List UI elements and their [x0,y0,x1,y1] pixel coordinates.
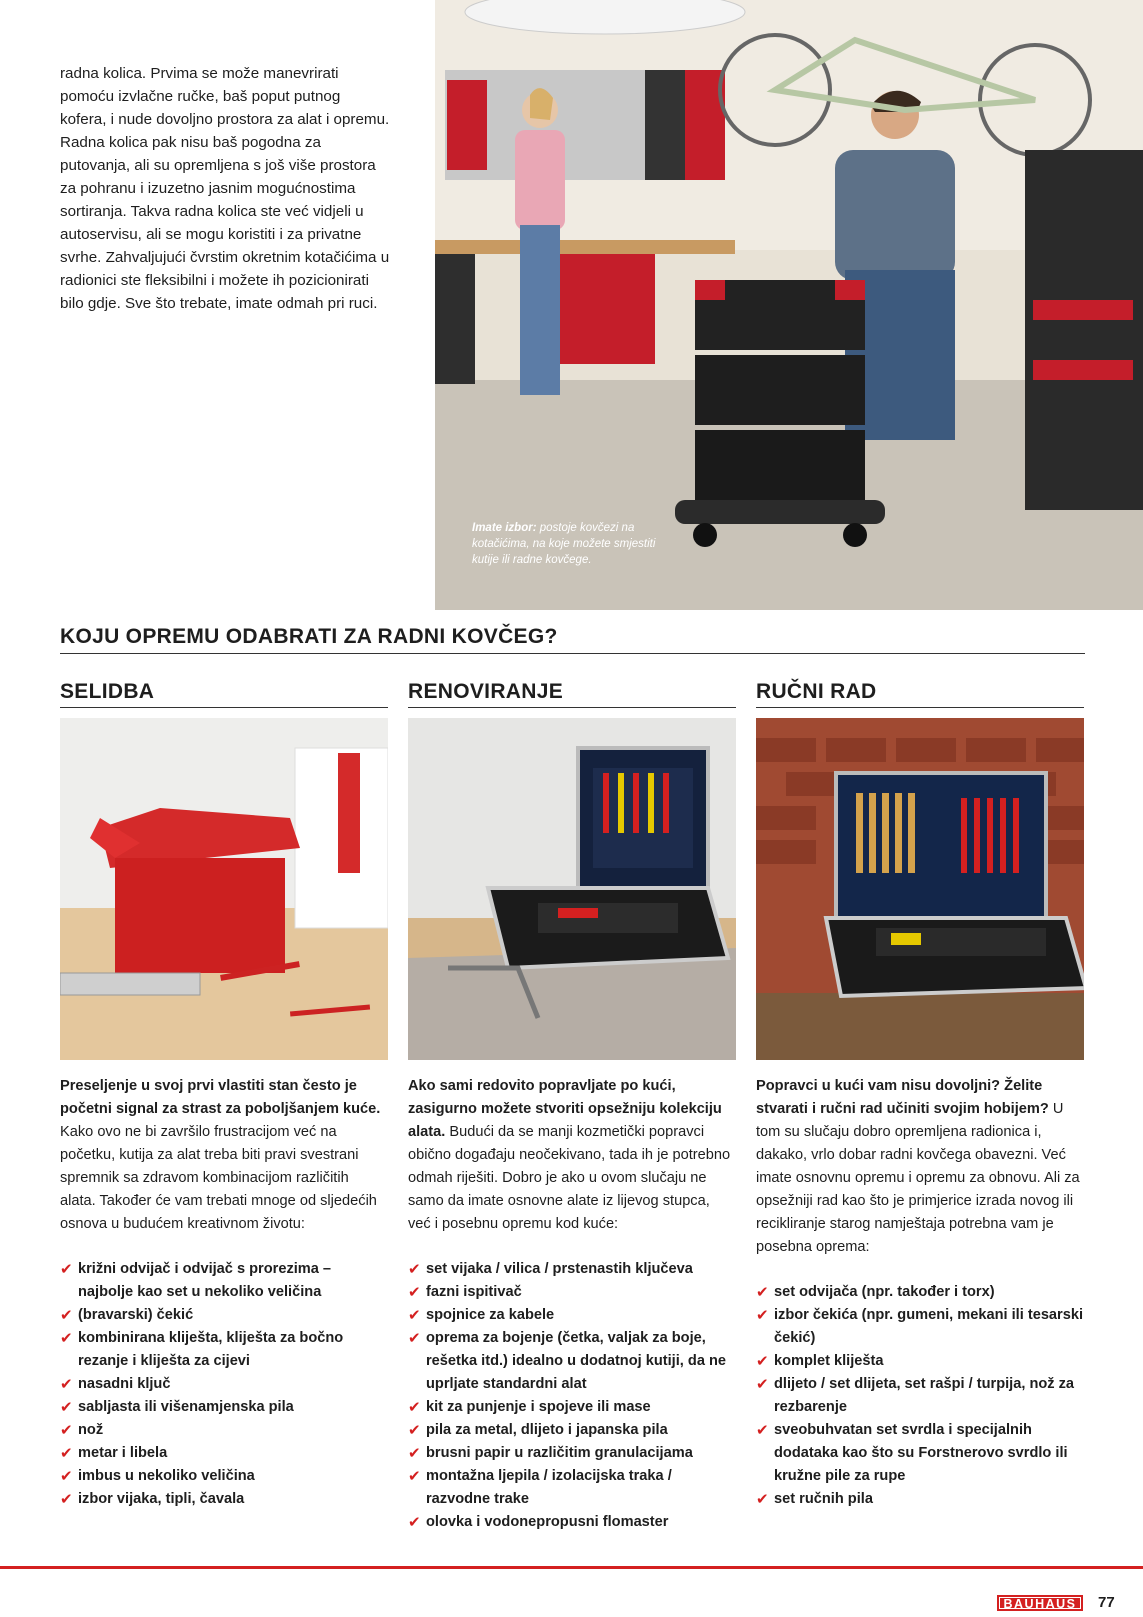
list-item: ✔ nož [60,1419,388,1442]
section-title: KOJU OPREMU ODABRATI ZA RADNI KOVČEG? [60,625,1085,654]
tool-case-photo [408,718,736,1060]
intro-paragraph: radna kolica. Prvima se može manevrirati pomoću izvlačne ručke, baš poput putnog kofera, i nude dovoljno prostora za alat i opremu. Radna kolica pak nisu baš pogodna za putovanja, ali su opremljena s još više prostora za pohranu i izuzetno jasnim mogućnostima sortiranja. Takva radna kolica ste već vidjeli u autoservisu, ali se mogu koristiti i za privatne svrhe. Zahvaljujući čvrstim okretnim kotačićima u radionici ste fleksibilni i možete ih pozicionirati bilo gdje. Sve što trebate, imate odmah pri ruci. [60,65,390,312]
checklist [756,1281,1084,1511]
column-text [408,1075,736,1236]
column-text [60,1075,388,1236]
column-text-body: U tom su slučaju dobro opremljena radionica i, dakako, vrlo dobar radni kovčega obavezni. Već imate osnovnu opremu i opremu za obnovu. Ali za opsežniji rad kao što je primjerice izrada novog ili recikliranje starog namještaja potrebna vam je posebna oprema: [756,1101,1080,1255]
list-item: ✔ križni odvijač i odvijač s prorezima – najbolje kao set u nekoliko veličina [60,1258,388,1304]
craft-tool-case-photo [756,718,1084,1060]
column-heading: SELIDBA [60,680,388,708]
column-heading: RENOVIRANJE [408,680,736,708]
list-item: ✔ sveobuhvatan set svrdla i specijalnih dodataka kao što su Forstnerovo svrdlo ili kružne pile za rupe [756,1419,1084,1488]
list-item: ✔ set vijaka / vilica / prstenastih ključeva [408,1258,736,1281]
column-renoviranje [408,680,736,1534]
list-item: ✔ pila za metal, dlijeto i japanska pila [408,1419,736,1442]
list-item: ✔ set ručnih pila [756,1488,1084,1511]
column-heading: RUČNI RAD [756,680,1084,708]
list-item: ✔ izbor čekića (npr. gumeni, mekani ili tesarski čekić) [756,1304,1084,1350]
list-item: ✔ nasadni ključ [60,1373,388,1396]
list-item: ✔ komplet kliješta [756,1350,1084,1373]
page-number: 77 [1098,1594,1115,1611]
column-selidba [60,680,388,1511]
checklist [408,1258,736,1534]
list-item: ✔ set odvijača (npr. također i torx) [756,1281,1084,1304]
list-item: ✔ fazni ispitivač [408,1281,736,1304]
hero-caption [472,520,672,568]
column-text-bold: Popravci u kući vam nisu dovoljni? Želite stvarati i ručni rad učiniti svojim hobijem? [756,1078,1049,1117]
column-text [756,1075,1084,1259]
list-item: ✔ montažna ljepila / izolacijska traka / razvodne trake [408,1465,736,1511]
list-item: ✔ kit za punjenje i spojeve ili mase [408,1396,736,1419]
bauhaus-logo: BAUHAUS [997,1595,1083,1611]
footer-accent-line [0,1566,1143,1569]
column-text-body: Budući da se manji kozmetički popravci obično događaju neočekivano, tada ih je potrebno odmah riješiti. Dobro je ako u ovom slučaju ne samo da imate osnovne alate iz lijevog stupca, već i posebnu opremu kod kuće: [408,1124,731,1232]
list-item: ✔ sabljasta ili višenamjenska pila [60,1396,388,1419]
checklist [60,1258,388,1511]
red-toolbox-photo [60,718,388,1060]
list-item: ✔ imbus u nekoliko veličina [60,1465,388,1488]
column-text-bold: Ako sami redovito popravljate po kući, zasigurno možete stvoriti opsežniju kolekciju alata. [408,1078,722,1140]
column-text-bold: Preseljenje u svoj prvi vlastiti stan često je početni signal za strast za poboljšanjem kuće. [60,1078,381,1117]
column-text-body: Kako ovo ne bi završilo frustracijom već na početku, kutija za alat treba biti pravi svestrani spremnik sa zdravom kombinacijom različitih alata. Također će vam trebati mnoge od sljedećih osnova u budućem kreativnom životu: [60,1124,377,1232]
list-item: ✔ spojnice za kabele [408,1304,736,1327]
hero-caption-text: postoje kovčezi na kotačićima, na koje možete smjestiti kutije ili radne kovčege. [472,522,656,566]
column-rucni-rad [756,680,1084,1511]
list-item: ✔ izbor vijaka, tipli, čavala [60,1488,388,1511]
list-item: ✔ kombinirana kliješta, kliješta za bočno rezanje i kliješta za cijevi [60,1327,388,1373]
hero-caption-bold: Imate izbor: [472,522,537,534]
hero-workshop-photo [435,0,1143,610]
list-item: ✔ (bravarski) čekić [60,1304,388,1327]
list-item: ✔ olovka i vodonepropusni flomaster [408,1511,736,1534]
list-item: ✔ metar i libela [60,1442,388,1465]
list-item: ✔ dlijeto / set dlijeta, set rašpi / turpija, nož za rezbarenje [756,1373,1084,1419]
list-item: ✔ brusni papir u različitim granulacijama [408,1442,736,1465]
list-item: ✔ oprema za bojenje (četka, valjak za boje, rešetka itd.) idealno u dodatnoj kutiji, da ne uprljate standardni alat [408,1327,736,1396]
